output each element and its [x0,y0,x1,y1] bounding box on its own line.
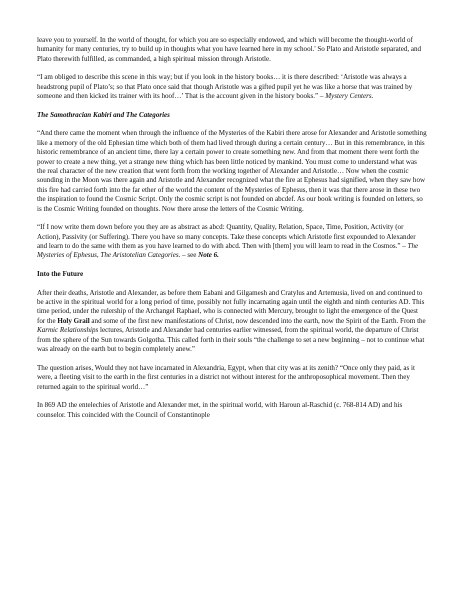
holy-grail-term: Holy Grail [57,316,90,325]
paragraph-cosmic-script: “And there came the moment when through the influence of the Mysteries of the Kabiri there arose for Alexander and Aristotle something like a memory of the old Ephesian time which both of them had lived through during a certain century… But in this remembrance, in this historic remembrance of an ancient time, there lay a certain power to create something new. And from that moment there went forth the power to create a new thing, yet a strange new thing which has been little noticed by mankind. You must come to understand what was the real character of the new creation that went forth from the working together of Alexander and Aristotle… Now when the cosmic sounding in the Moon was there again and Aristotle and Alexander recognized what the fire at Ephesus had signified, when they saw how this fire had carried forth into the far ether of the world the content of the Mysteries of Ephesus, then it was that there arose in these two the inspiration to found the Cosmic Script. Only the cosmic script is not founded on abcdef. As our book writing is founded on letters, so is the Cosmic Writing founded on thoughts. Now there arose the letters of the Cosmic Writing. [37,129,427,213]
paragraph-869-ad: In 869 AD the entelechies of Aristotle and Alexander met, in the spiritual world, with Haroun al-Raschid (c. 768-814 AD) and his counselor. This coincided with the Council of Constantinople [37,401,403,419]
citation-mysteries-of-ephesus: The Mysteries of Ephesus, The Aristotelian Categories. [37,242,419,260]
citation-mystery-centers: Mystery Centers. [325,92,374,101]
quote-text: “I am obliged to describe this scene in this way; but if you look in the history books… it is there described: ‘Aristotle was always a headstrong pupil of Plato’s; so that Plato once said that though Aristotle was a gifted pupil yet he was like a horse that was trained by someone and then kicked its trainer with its hoof…’ That is the account given in the history books.” – [37,73,413,101]
body-text: After their deaths, Aristotle and Alexander, as before them Eabani and Gilgamesh and Cratylus and Artemusia, lived on and continued to be active in the spiritual world for a long period of time, possibly not fully incarnating again until the eighth and ninth centuries AD. This time period, under the rulership of the Archangel Raphael, who is connected with Mercury, brought to light the emergence of the Quest for the [37,288,425,325]
note-reference: Note 6. [198,251,219,260]
section-heading-future: Into the Future [37,270,84,279]
paragraph-history-books-quote [37,73,427,101]
body-text: and some of the first new manifestations of Christ, now descended into the earth, now the Spirit of the Earth. From the [89,316,426,325]
karmic-relationships-title: Karmic Relationships [37,326,99,335]
paragraph-after-their-deaths [37,289,427,355]
paragraph-categories-quote [37,223,427,261]
paragraph-plato-aristotle-separation: leave you to yourself. In the world of thought, for which you are so especially endowed, and which will become the thought-world of humanity for many centuries, try to build up in thoughts what you have learned here in my school.' So Plato and Aristotle separated, and Plato therewith fulfilled, as commanded, a high spiritual mission through Aristotle. [37,36,422,63]
paragraph-alexandria-question: The question arises, Would they not have incarnated in Alexandria, Egypt, when that city was at its zenith? “Once only they paid, as it were, a fleeting visit to the earth in the first centuries in a district not without interest for the anthroposophical movement. Then they returned again to the spiritual world…” [37,363,415,391]
section-heading-kabiri: The Samothracian Kabiri and The Categories [37,110,170,119]
quote-text: “If I now write them down before you they are as abstract as abcd: Quantity, Quality, Relation, Space, Time, Position, Activity (or Action), Passivity (or Suffering). There you have so many concepts. Take these concepts which Aristotle first expounded to Alexander and learn to do the same with them as you have learned to do with abcd. Then with [them] you will learn to read in the Cosmos.” – [37,223,416,251]
body-text: lectures, Aristotle and Alexander had centuries earlier witnessed, from the spiritual world, the departure of Christ from the sphere of the Sun towards Golgotha. This called forth in their souls “the challenge to set a new beginning – not to continue what was already on the earth but to begin completely anew.” [37,326,425,354]
see-text: – see [180,251,199,260]
